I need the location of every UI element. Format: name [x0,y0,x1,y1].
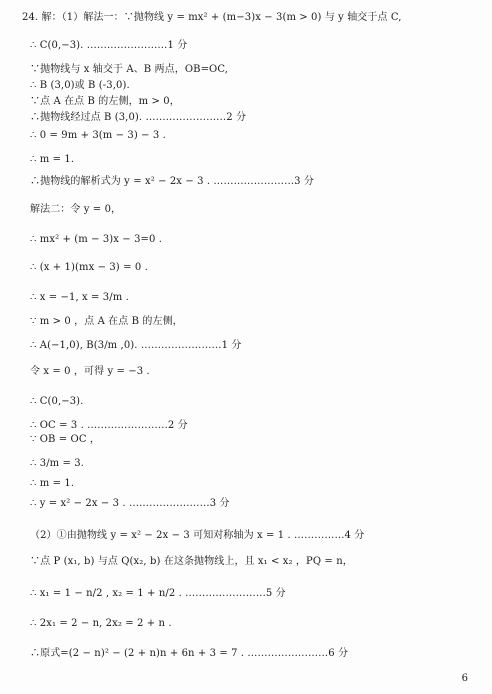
solution-line-7: ∴ 0 = 9m + 3(m − 3) − 3 . [30,130,166,141]
solution-line-19: ∵ OB = OC ， [30,434,100,445]
solution-line-5: ∵点 A 在点 B 的左侧，m > 0， [30,96,180,107]
solution-line-12: ∴ (x + 1)(mx − 3) = 0 . [30,262,148,273]
solution-line-16: 令 x = 0 ，可得 y = −3 . [30,366,150,377]
solution-line-24: ∵点 P (x₁, b) 与点 Q(x₂, b) 在这条抛物线上，且 x₁ < x₂ ，PQ = n， [30,556,353,567]
solution-line-9: ∴抛物线的解析式为 y = x² − 2x − 3 . ……………………3 分 [30,176,315,187]
solution-line-18: ∴ OC = 3 . ……………………2 分 [30,420,188,431]
solution-line-15: ∴ A(−1,0), B(3/m ,0). ……………………1 分 [30,340,242,351]
solution-line-23: （2）①由抛物线 y = x² − 2x − 3 可知对称轴为 x = 1 . ……………4 分 [30,530,365,541]
solution-line-3: ∵抛物线与 x 轴交于 A、B 两点，OB=OC, [30,64,229,75]
solution-line-17: ∴ C(0,−3). [30,396,84,407]
solution-line-20: ∴ 3/m = 3. [30,458,85,469]
solution-line-27: ∴原式=(2 − n)² − (2 + n)n + 6n + 3 = 7 . ……………………6 分 [30,648,349,659]
solution-line-26: ∴ 2x₁ = 2 − n, 2x₂ = 2 + n . [30,618,172,629]
solution-line-25: ∴ x₁ = 1 − n/2 , x₂ = 1 + n/2 . ……………………5 分 [30,588,286,599]
solution-line-4: ∴ B (3,0)或 B (-3,0). [30,80,130,91]
solution-line-6: ∴抛物线经过点 B (3,0). ……………………2 分 [30,112,247,123]
solution-line-21: ∴ m = 1. [30,478,75,489]
solution-line-8: ∴ m = 1. [30,154,75,165]
solution-line-1: 24. 解：（1）解法一：∵抛物线 y = mx² + (m−3)x − 3(m > 0) 与 y 轴交于点 C, [22,12,402,23]
solution-line-10: 解法二：令 y = 0， [30,204,122,215]
solution-line-2: ∴ C(0,−3). ……………………1 分 [30,40,188,51]
solution-line-22: ∴ y = x² − 2x − 3 . ……………………3 分 [30,498,230,509]
solution-line-11: ∴ mx² + (m − 3)x − 3=0 . [30,234,163,245]
solution-line-14: ∵ m > 0 ，点 A 在点 B 的左侧， [30,316,183,327]
page-number: 6 [461,673,468,684]
solution-line-13: ∴ x = −1, x = 3/m . [30,292,129,303]
